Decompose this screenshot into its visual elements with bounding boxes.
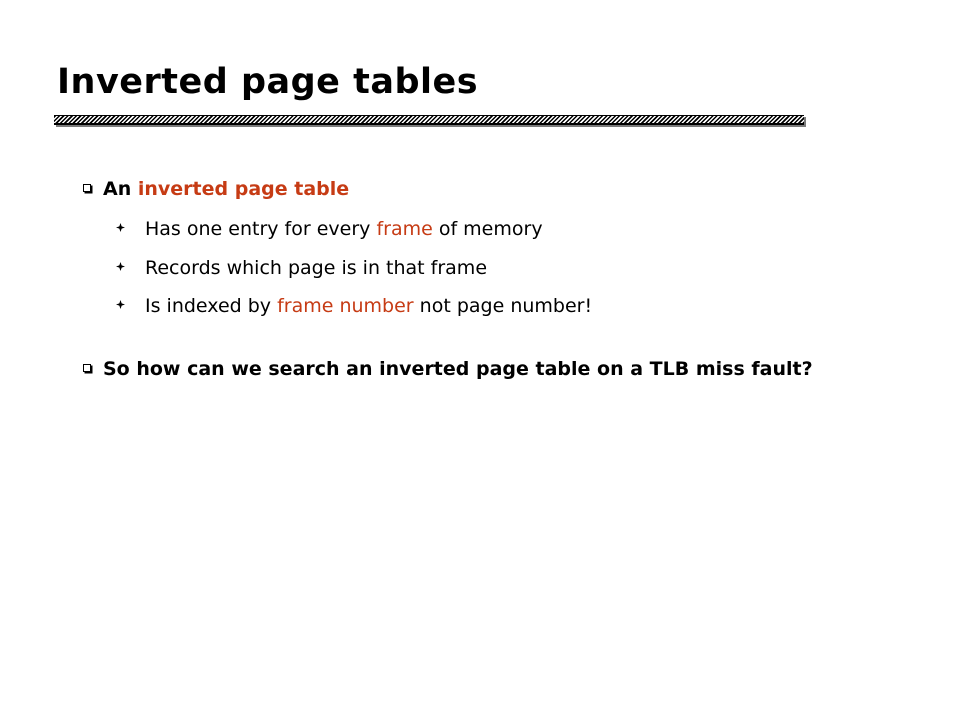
sub-bullet-text-part: Records which page is in that frame: [145, 257, 488, 279]
sub-bullet-text: [145, 216, 816, 243]
diamond-bullet-icon: [116, 262, 125, 271]
bullet-text: [103, 356, 813, 383]
sub-bullet-text: [145, 293, 816, 320]
highlighted-term: frame number: [277, 295, 414, 317]
bullet-text-part: An: [103, 178, 138, 200]
highlighted-term: inverted page table: [137, 178, 350, 200]
sub-bullet-indexed-by-frame: [116, 293, 816, 320]
sub-bullet-text-part: of memory: [432, 218, 543, 240]
sub-bullet-text: [145, 255, 816, 282]
sub-bullet-records-page: [116, 255, 816, 282]
diamond-bullet-icon: [116, 223, 125, 232]
sub-bullet-text-part: Is indexed by: [145, 295, 278, 317]
diamond-bullet-icon: [116, 300, 125, 309]
title-underline-rule: [54, 115, 804, 125]
bullet-tlb-miss-question: [83, 356, 813, 383]
square-bullet-icon: [83, 184, 91, 192]
bullet-inverted-page-table: [83, 176, 843, 203]
highlighted-term: frame: [376, 218, 433, 240]
square-bullet-icon: [83, 364, 91, 372]
bullet-text: [103, 176, 843, 203]
slide-title: Inverted page tables: [57, 62, 479, 102]
bullet-text-part: So how can we search an inverted page table on a TLB miss fault?: [103, 358, 813, 380]
sub-bullet-text-part: Has one entry for every: [145, 218, 377, 240]
sub-bullet-entry-per-frame: [116, 216, 816, 243]
sub-bullet-text-part: not page number!: [413, 295, 593, 317]
